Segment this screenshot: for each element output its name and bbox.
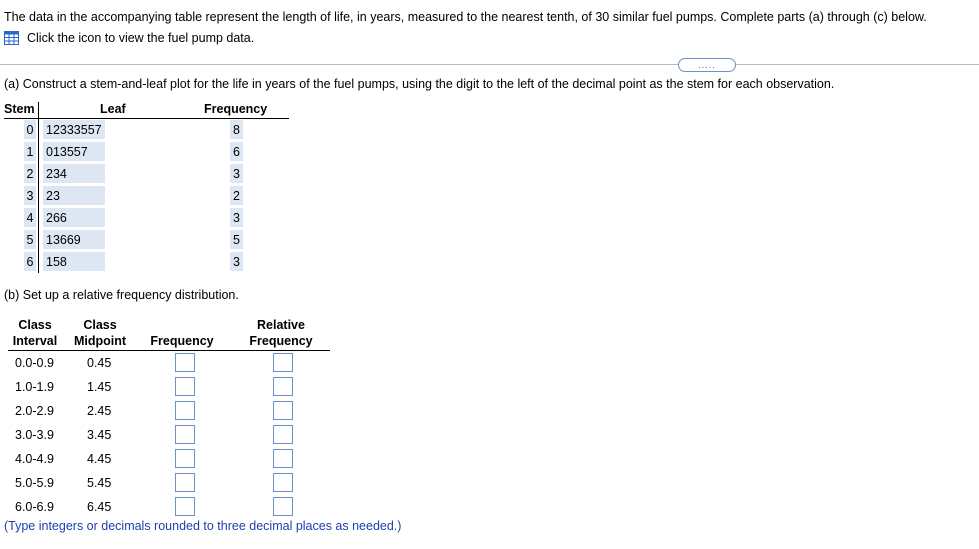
leaf-cell: 23: [43, 186, 105, 205]
leaf-header: Leaf: [100, 102, 126, 116]
frequency-header: Frequency: [204, 102, 268, 116]
class-interval-cell: 4.0-4.9: [15, 452, 54, 466]
header-line: Class: [18, 318, 52, 332]
view-data-label[interactable]: Click the icon to view the fuel pump data.: [27, 31, 255, 45]
leaf-cell: 12333557: [43, 120, 105, 139]
frequency-cell: 2: [230, 186, 243, 205]
relative-frequency-input[interactable]: [273, 425, 293, 444]
class-midpoint-cell: 1.45: [87, 380, 112, 394]
stem-cell: 6: [24, 252, 36, 271]
header-line: Midpoint: [73, 334, 127, 348]
relative-frequency-header: [244, 317, 318, 349]
stem-cell: 2: [24, 164, 36, 183]
frequency-cell: 5: [230, 230, 243, 249]
frequency-cell: 6: [230, 142, 243, 161]
class-interval-cell: 3.0-3.9: [15, 428, 54, 442]
class-interval-cell: 2.0-2.9: [15, 404, 54, 418]
header-rule: [4, 118, 289, 119]
stem-cell: 5: [24, 230, 36, 249]
problem-intro: The data in the accompanying table represent the length of life, in years, measured to the nearest tenth, of 30 similar fuel pumps. Complete parts (a) through (c) below.: [4, 10, 927, 24]
class-midpoint-cell: 0.45: [87, 356, 112, 370]
header-rule: [8, 350, 330, 351]
frequency-input[interactable]: [175, 449, 195, 468]
frequency-input[interactable]: [175, 377, 195, 396]
stem-divider: [38, 102, 39, 273]
leaf-cell: 234: [43, 164, 105, 183]
relative-frequency-input[interactable]: [273, 401, 293, 420]
header-line: Relative: [257, 318, 305, 332]
frequency-input[interactable]: [175, 425, 195, 444]
frequency-input[interactable]: [175, 497, 195, 516]
stem-cell: 4: [24, 208, 36, 227]
leaf-cell: 266: [43, 208, 105, 227]
frequency-cell: 3: [230, 208, 243, 227]
class-midpoint-cell: 2.45: [87, 404, 112, 418]
class-interval-cell: 5.0-5.9: [15, 476, 54, 490]
class-midpoint-cell: 3.45: [87, 428, 112, 442]
frequency-input[interactable]: [175, 353, 195, 372]
class-midpoint-cell: 5.45: [87, 476, 112, 490]
relative-frequency-input[interactable]: [273, 497, 293, 516]
class-midpoint-cell: 4.45: [87, 452, 112, 466]
stem-cell: 1: [24, 142, 36, 161]
frequency-cell: 3: [230, 164, 243, 183]
frequency-cell: 3: [230, 252, 243, 271]
header-line: Frequency: [249, 334, 313, 348]
class-interval-header: [10, 317, 60, 349]
class-interval-cell: 0.0-0.9: [15, 356, 54, 370]
view-data-link[interactable]: [4, 31, 254, 45]
answer-format-note: (Type integers or decimals rounded to three decimal places as needed.): [4, 519, 402, 533]
section-divider: [0, 64, 979, 65]
stem-header: Stem: [4, 102, 35, 116]
table-icon[interactable]: [4, 31, 19, 45]
header-line: Interval: [12, 334, 58, 348]
relative-frequency-input[interactable]: [273, 473, 293, 492]
frequency-cell: 8: [230, 120, 243, 139]
class-interval-cell: 1.0-1.9: [15, 380, 54, 394]
part-a-question: (a) Construct a stem-and-leaf plot for the life in years of the fuel pumps, using the digit to the left of the decimal point as the stem for each observation.: [4, 77, 835, 91]
relative-frequency-input[interactable]: [273, 353, 293, 372]
leaf-cell: 13669: [43, 230, 105, 249]
frequency-input[interactable]: [175, 473, 195, 492]
stem-cell: 0: [24, 120, 36, 139]
stem-cell: 3: [24, 186, 36, 205]
frequency-input[interactable]: [175, 401, 195, 420]
expand-button[interactable]: .....: [678, 58, 736, 72]
class-interval-cell: 6.0-6.9: [15, 500, 54, 514]
frequency-header: Frequency: [150, 334, 214, 348]
leaf-cell: 013557: [43, 142, 105, 161]
header-line: Class: [83, 318, 117, 332]
class-midpoint-cell: 6.45: [87, 500, 112, 514]
class-midpoint-header: [70, 317, 130, 349]
relative-frequency-input[interactable]: [273, 377, 293, 396]
relative-frequency-input[interactable]: [273, 449, 293, 468]
leaf-cell: 158: [43, 252, 105, 271]
part-b-question: (b) Set up a relative frequency distribution.: [4, 288, 239, 302]
